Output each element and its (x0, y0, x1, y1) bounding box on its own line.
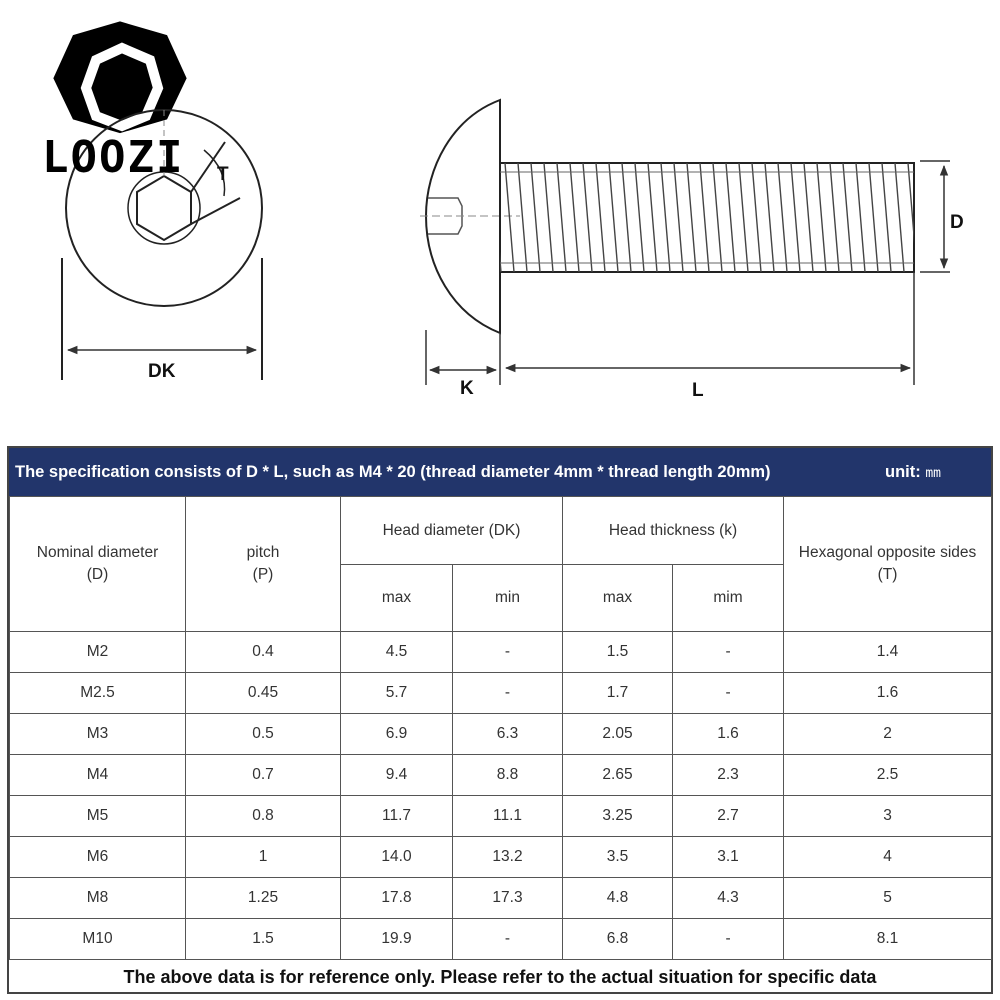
table-cell: 5.7 (341, 673, 453, 714)
table-row (10, 632, 992, 673)
screw-technical-drawing (0, 0, 1000, 440)
table-row (10, 755, 992, 796)
table-cell: 8.1 (784, 919, 992, 960)
brand-logo-hex-icon (53, 21, 186, 133)
table-cell: M8 (10, 878, 186, 919)
table-cell: 5 (784, 878, 992, 919)
table-cell: M6 (10, 837, 186, 878)
table-cell: 2 (784, 714, 992, 755)
table-cell: 19.9 (341, 919, 453, 960)
table-cell: 2.7 (673, 796, 784, 837)
table-row (10, 796, 992, 837)
spec-footer-note: The above data is for reference only. Please refer to the actual situation for specific data (123, 967, 877, 987)
table-cell: 3.25 (563, 796, 673, 837)
table-cell: M2 (10, 632, 186, 673)
unit-indicator (885, 448, 941, 498)
table-cell: M10 (10, 919, 186, 960)
col-header-k-mim: mim (673, 565, 784, 632)
table-row (10, 878, 992, 919)
table-cell: 1.7 (563, 673, 673, 714)
dimension-label-t: T (217, 164, 229, 185)
table-row (10, 919, 992, 960)
dimension-label-d: D (950, 212, 964, 233)
table-cell: M4 (10, 755, 186, 796)
table-cell: 0.5 (186, 714, 341, 755)
col-header-k-max: max (563, 565, 673, 632)
unit-value: mm (925, 466, 941, 481)
table-cell: 2.65 (563, 755, 673, 796)
table-cell: 2.3 (673, 755, 784, 796)
table-cell: 1.5 (563, 632, 673, 673)
table-cell: 9.4 (341, 755, 453, 796)
dimension-label-k: K (460, 378, 474, 399)
table-cell: 17.3 (453, 878, 563, 919)
table-cell: 4 (784, 837, 992, 878)
table-cell: - (453, 673, 563, 714)
table-cell: - (453, 919, 563, 960)
unit-label: unit: (885, 463, 921, 481)
dimension-label-dk: DK (148, 361, 176, 382)
table-row (10, 714, 992, 755)
table-cell: 1.6 (673, 714, 784, 755)
dimension-label-l: L (692, 380, 704, 401)
table-cell: 0.7 (186, 755, 341, 796)
table-cell: 1.25 (186, 878, 341, 919)
spec-table (9, 496, 992, 960)
table-cell: - (673, 632, 784, 673)
col-header-pitch: pitch (P) (186, 497, 341, 632)
table-cell: 2.5 (784, 755, 992, 796)
table-cell: 11.1 (453, 796, 563, 837)
table-cell: 0.8 (186, 796, 341, 837)
spec-header-text: The specification consists of D * L, such as M4 * 20 (thread diameter 4mm * thread length 20mm) (15, 463, 771, 481)
table-cell: 4.3 (673, 878, 784, 919)
table-cell: 14.0 (341, 837, 453, 878)
table-cell: M3 (10, 714, 186, 755)
brand-name: LOOZI (42, 132, 185, 183)
table-cell: 4.8 (563, 878, 673, 919)
table-cell: 0.4 (186, 632, 341, 673)
table-cell: 17.8 (341, 878, 453, 919)
table-cell: 3 (784, 796, 992, 837)
screw-side-view (420, 100, 964, 401)
specification-table-panel (7, 446, 993, 994)
table-cell: 4.5 (341, 632, 453, 673)
table-cell: 0.45 (186, 673, 341, 714)
table-cell: 3.1 (673, 837, 784, 878)
table-cell: - (673, 673, 784, 714)
col-header-head-thickness: Head thickness (k) (563, 497, 784, 565)
table-cell: 11.7 (341, 796, 453, 837)
col-header-hex-opposite-sides: Hexagonal opposite sides (T) (784, 497, 992, 632)
spec-header-bar (9, 448, 991, 496)
table-cell: 1 (186, 837, 341, 878)
table-cell: - (453, 632, 563, 673)
col-header-head-diameter: Head diameter (DK) (341, 497, 563, 565)
table-cell: 1.6 (784, 673, 992, 714)
table-cell: 6.3 (453, 714, 563, 755)
table-cell: 13.2 (453, 837, 563, 878)
col-header-nominal-diameter: Nominal diameter (D) (10, 497, 186, 632)
table-cell: 3.5 (563, 837, 673, 878)
table-cell: 8.8 (453, 755, 563, 796)
col-header-dk-min: min (453, 565, 563, 632)
col-header-dk-max: max (341, 565, 453, 632)
table-row (10, 673, 992, 714)
table-cell: 6.8 (563, 919, 673, 960)
table-row (10, 837, 992, 878)
table-cell: 1.5 (186, 919, 341, 960)
table-cell: 6.9 (341, 714, 453, 755)
table-cell: - (673, 919, 784, 960)
table-cell: M5 (10, 796, 186, 837)
table-cell: M2.5 (10, 673, 186, 714)
table-cell: 1.4 (784, 632, 992, 673)
table-cell: 2.05 (563, 714, 673, 755)
